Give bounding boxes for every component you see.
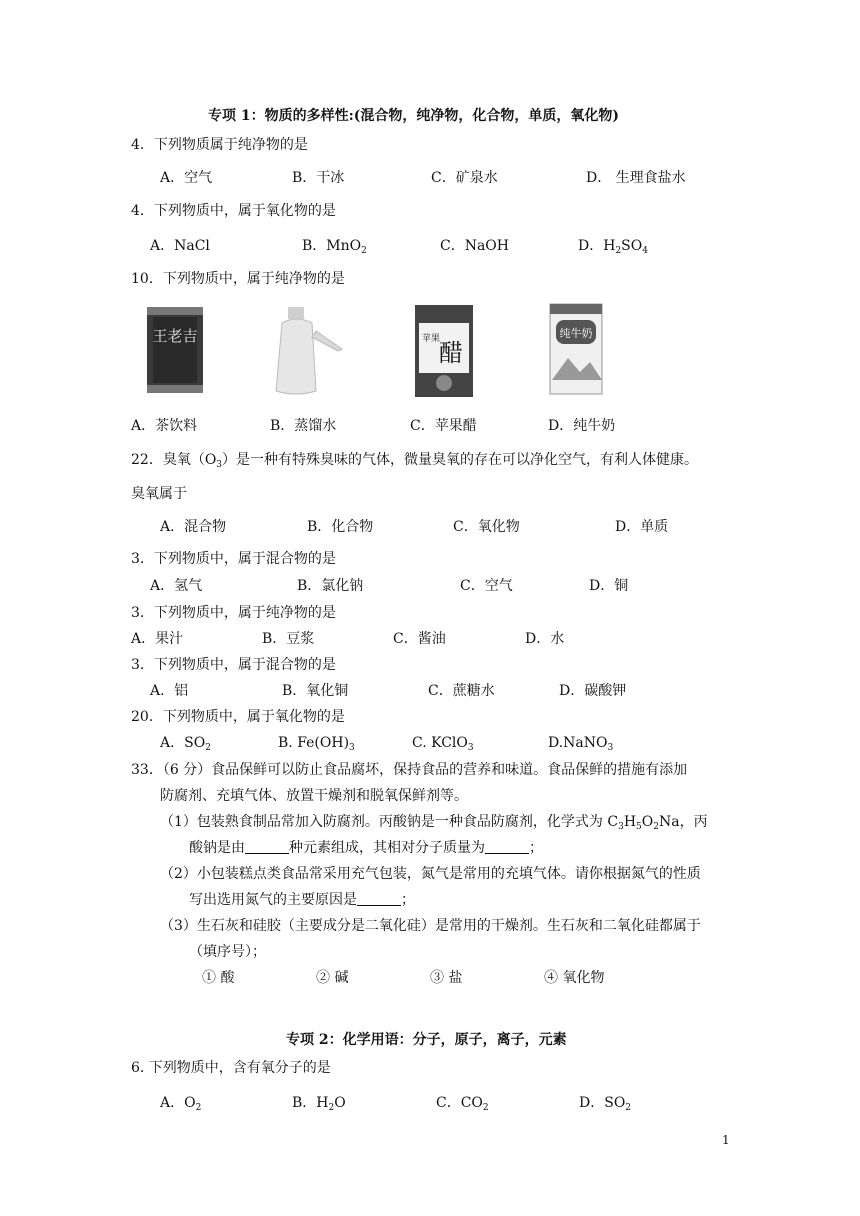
apple-vinegar-box-image <box>411 303 477 399</box>
option-a: A．NaCl <box>150 238 210 254</box>
option-c: C．$CO_2$ <box>436 1095 489 1113</box>
choice-3: ③ 盐 <box>430 970 463 986</box>
option-d: D.NaNO$_3$ <box>548 735 614 753</box>
answer-blank[interactable] <box>485 839 529 854</box>
option-a: A．果汁 <box>131 631 184 647</box>
subquestion-2-cont: 写出选用氮气的主要原因是 ； <box>189 892 415 908</box>
distilled-water-bottle-image <box>268 303 348 397</box>
option-b: B．$H_2O$ <box>292 1095 346 1113</box>
option-c: C. KClO$_3$ <box>412 735 474 753</box>
subquestion-2: （2）小包装糕点类食品常采用充气包装，氮气是常用的充填气体。请你根据氮气的性质 <box>160 866 701 882</box>
option-a: A．氢气 <box>150 578 203 594</box>
subquestion-1-cont: 酸钠是由 种元素组成，其相对分子质量为 ； <box>189 840 543 856</box>
milk-carton-image <box>546 300 610 400</box>
option-b: B．氯化钠 <box>297 578 364 594</box>
option-b: B. $Fe(OH)_3$ <box>278 735 355 753</box>
milk-label: 纯牛奶 <box>559 327 593 340</box>
question-stem: 22．臭氧$(O_3)$是一种有特殊臭味的气体，微量臭氧的存在可以净化空气，有利人体健康。 <box>131 452 699 470</box>
option-d: D．水 <box>525 631 565 647</box>
box-subtitle: 苹果 <box>421 334 441 344</box>
option-d: D．碳酸钾 <box>559 683 627 699</box>
option-a: A．空气 <box>160 170 213 186</box>
drink-can-image <box>143 303 207 397</box>
question-stem: 4．下列物质属于纯净物的是 <box>131 137 308 153</box>
option-b: B．蒸馏水 <box>270 418 337 434</box>
choice-1: ① 酸 <box>202 970 235 986</box>
option-c: C．矿泉水 <box>431 170 498 186</box>
option-a: A．$O_2$ <box>160 1095 202 1113</box>
can-label: 王老吉 <box>152 327 198 345</box>
question-stem: 3．下列物质中，属于纯净物的是 <box>131 605 336 621</box>
question-stem: 33．（6 分）食品保鲜可以防止食品腐坏，保持食品的营养和味道。食品保鲜的措施有添加 <box>131 762 688 778</box>
option-b: B．干冰 <box>292 170 345 186</box>
answer-blank[interactable] <box>245 839 289 854</box>
option-b: B．化合物 <box>307 519 374 535</box>
option-d: D．铜 <box>589 578 629 594</box>
box-label: 醋 <box>439 339 463 367</box>
subquestion-1: （1）包装熟食制品常加入防腐剂。丙酸钠是一种食品防腐剂，化学式为 $C_3H_5O_2Na$，丙 <box>160 814 708 832</box>
question-stem: 6. 下列物质中，含有氧分子的是 <box>131 1060 331 1076</box>
option-a: A．混合物 <box>160 519 227 535</box>
choice-2: ② 碱 <box>316 970 349 986</box>
question-stem: 3．下列物质中，属于混合物的是 <box>131 657 336 673</box>
option-c: C．苹果醋 <box>410 418 477 434</box>
subquestion-3: （3）生石灰和硅胶（主要成分是二氧化硅）是常用的干燥剂。生石灰和二氧化硅都属于 <box>160 918 701 934</box>
option-d: D．单质 <box>615 519 669 535</box>
choice-4: ④ 氧化物 <box>544 970 605 986</box>
option-c: C．蔗糖水 <box>428 683 495 699</box>
option-c: C．空气 <box>460 578 513 594</box>
option-d: D． 生理食盐水 <box>586 170 686 186</box>
question-stem: 3．下列物质中，属于混合物的是 <box>131 551 336 567</box>
option-d: D．$SO_2$ <box>579 1095 632 1113</box>
option-c: C．酱油 <box>393 631 446 647</box>
option-c: C．NaOH <box>440 238 509 254</box>
question-stem-cont: 臭氧属于 <box>131 486 187 502</box>
option-d: D．纯牛奶 <box>548 418 616 434</box>
option-a: A．$SO_2$ <box>160 735 211 753</box>
section-title-1: 专项 1：物质的多样性:(混合物，纯净物，化合物，单质，氧化物) <box>208 108 620 124</box>
answer-blank[interactable] <box>357 891 401 906</box>
question-stem: 4．下列物质中，属于氧化物的是 <box>131 203 336 219</box>
subquestion-3-cont: （填序号）； <box>189 944 266 960</box>
option-d: D．$H_2SO_4$ <box>578 238 648 256</box>
question-stem: 20．下列物质中，属于氧化物的是 <box>131 709 345 725</box>
section-title-2: 专项 2：化学用语：分子，原子，离子，元素 <box>286 1032 567 1048</box>
page-number: 1 <box>722 1133 730 1147</box>
option-c: C．氧化物 <box>453 519 520 535</box>
option-a: A．铝 <box>150 683 189 699</box>
question-stem: 10．下列物质中，属于纯净物的是 <box>131 271 345 287</box>
option-b: B．氧化铜 <box>282 683 349 699</box>
option-b: B．豆浆 <box>262 631 315 647</box>
question-stem-cont: 防腐剂、充填气体、放置干燥剂和脱氧保鲜剂等。 <box>160 788 468 804</box>
option-b: B．MnO$_2$ <box>302 238 367 256</box>
option-a: A．茶饮料 <box>131 418 198 434</box>
